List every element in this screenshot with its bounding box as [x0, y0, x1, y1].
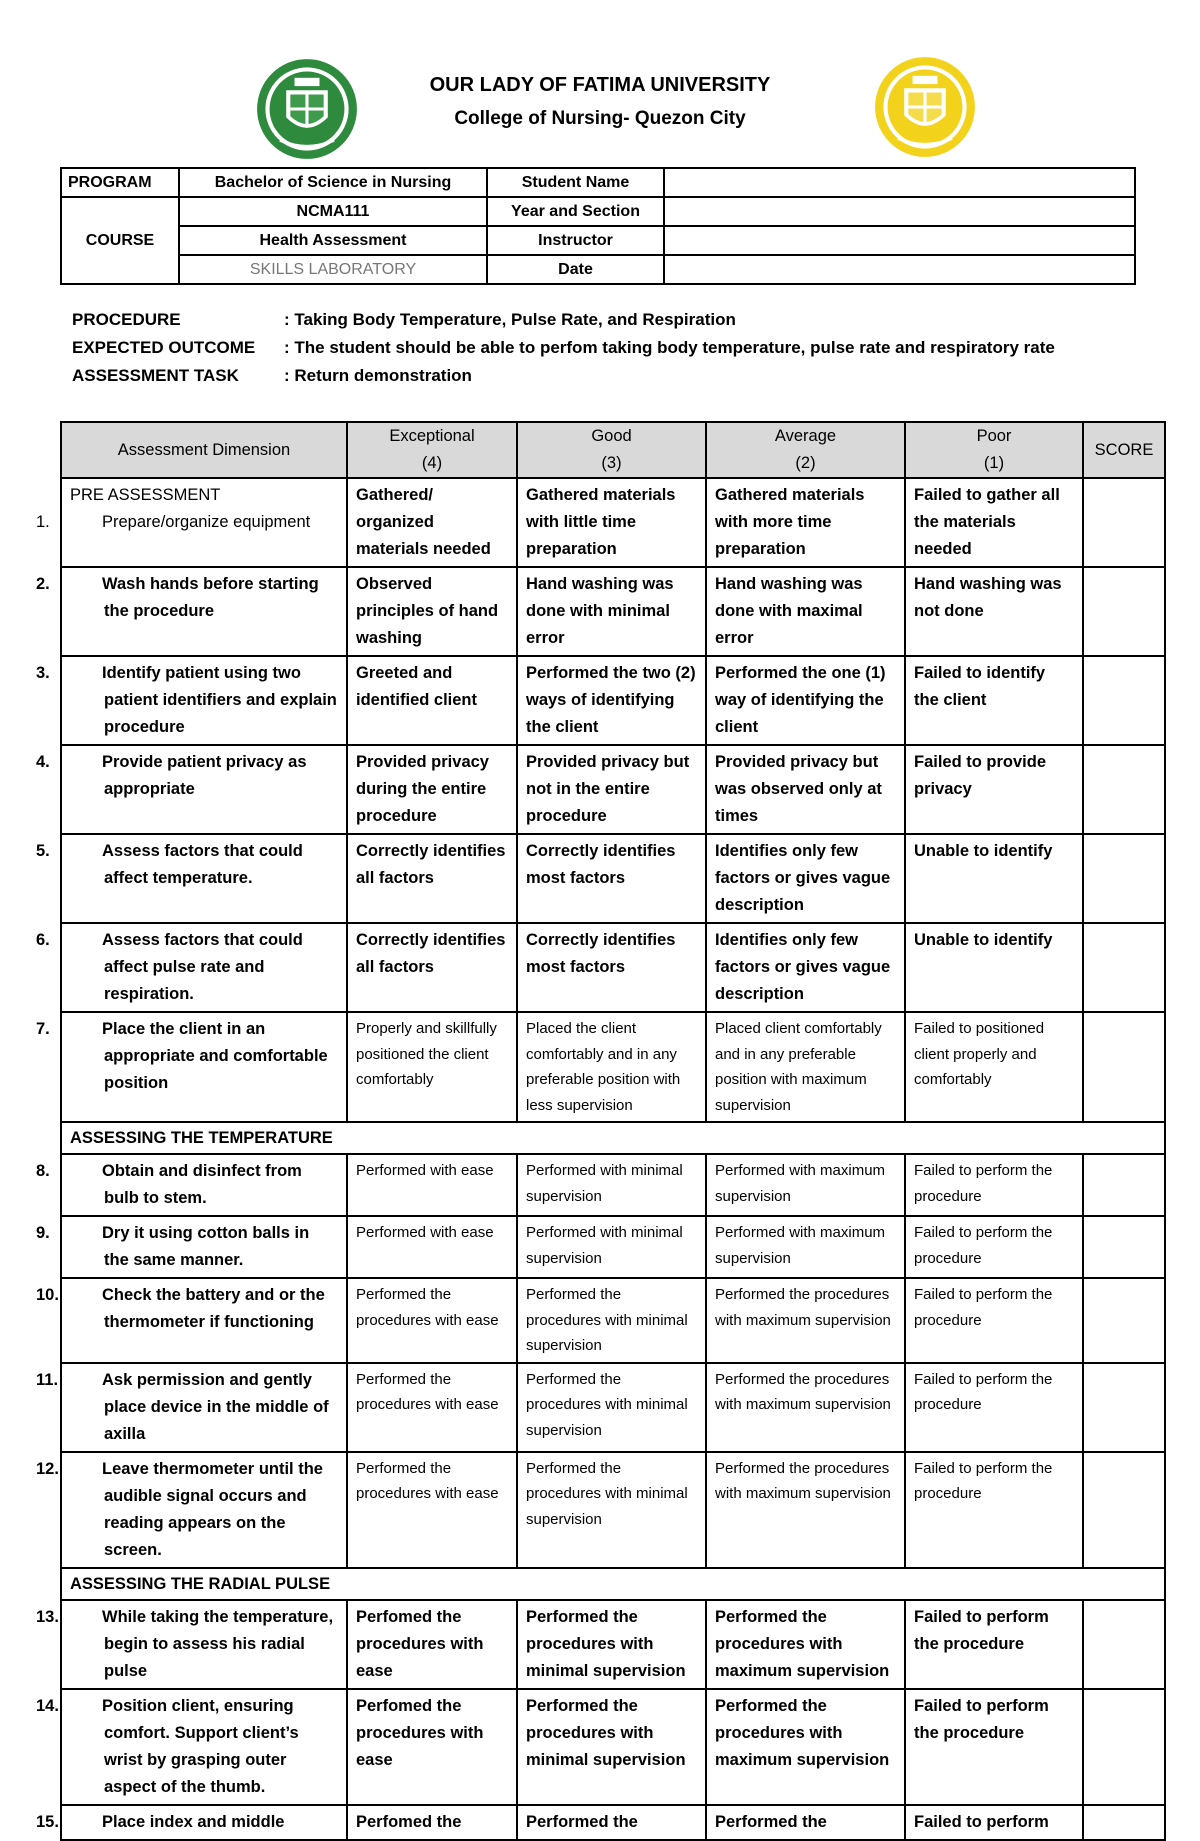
score-cell[interactable] [1083, 1012, 1165, 1122]
item-number: 10. [36, 1286, 59, 1304]
item-number: 13. [36, 1607, 59, 1626]
item-number: 12. [36, 1459, 59, 1478]
header-exceptional: Exceptional (4) [347, 422, 517, 478]
item-text: Place index and middle [102, 1812, 285, 1831]
criterion-good: Placed the client comfortably and in any preferable position with less supervision [517, 1012, 706, 1122]
score-cell[interactable] [1083, 1154, 1165, 1216]
score-cell[interactable] [1083, 1600, 1165, 1689]
criterion-avg: Hand washing was done with maximal error [706, 567, 905, 656]
item-number: 9. [36, 1224, 50, 1242]
item-text: Place the client in an appropriate and comfortable position [102, 1020, 328, 1092]
criterion-ex: Observed principles of hand washing [347, 567, 517, 656]
score-cell[interactable] [1083, 478, 1165, 567]
table-row [61, 1154, 1165, 1216]
item-text: Wash hands before starting the procedure [102, 575, 319, 620]
criterion-avg: Performed the one (1) way of identifying the client [706, 656, 905, 745]
score-cell[interactable] [1083, 1363, 1165, 1452]
criterion-poor: Failed to identify the client [905, 656, 1083, 745]
dimension-text [36, 1809, 338, 1836]
criterion-good: Performed the procedures with minimal supervision [517, 1363, 706, 1452]
table-row [61, 567, 1165, 656]
criterion-good: Performed the procedures with minimal supervision [517, 1452, 706, 1568]
item-text: While taking the temperature, begin to assess his radial pulse [102, 1607, 334, 1680]
item-number: 2. [36, 575, 50, 593]
table-row [61, 1805, 1165, 1840]
item-number: 1. [36, 513, 50, 531]
table-row [61, 1452, 1165, 1568]
instructor-label: Instructor [487, 226, 664, 255]
course-code: NCMA111 [179, 197, 487, 226]
score-cell[interactable] [1083, 1452, 1165, 1568]
criterion-ex: Perfomed the [347, 1805, 517, 1840]
criterion-good: Correctly identifies most factors [517, 923, 706, 1012]
criterion-poor: Failed to provide privacy [905, 745, 1083, 834]
rubric-header-row [61, 422, 1165, 478]
dimension-text [36, 838, 338, 892]
criterion-ex: Performed the procedures with ease [347, 1452, 517, 1568]
criterion-poor: Unable to identify [905, 923, 1083, 1012]
criterion-poor: Failed to perform the procedure [905, 1689, 1083, 1805]
criterion-ex: Correctly identifies all factors [347, 834, 517, 923]
course-name: Health Assessment [179, 226, 487, 255]
section-row [61, 1568, 1165, 1600]
item-number: 4. [36, 753, 50, 771]
score-cell[interactable] [1083, 567, 1165, 656]
dimension-text [36, 509, 338, 536]
score-cell[interactable] [1083, 923, 1165, 1012]
assessment-dimension [36, 1363, 347, 1452]
assessment-dimension [36, 567, 347, 656]
criterion-ex: Correctly identifies all factors [347, 923, 517, 1012]
criterion-avg: Performed the procedures with maximum supervision [706, 1278, 905, 1363]
table-row [61, 1600, 1165, 1689]
criterion-poor: Failed to perform the procedure [905, 1154, 1083, 1216]
criterion-avg: Placed client comfortably and in any preferable position with maximum supervision [706, 1012, 905, 1122]
criterion-avg: Performed the procedures with maximum supervision [706, 1689, 905, 1805]
table-row [61, 656, 1165, 745]
dimension-text [36, 1456, 338, 1564]
dimension-text [36, 1016, 338, 1097]
criterion-poor: Failed to perform the procedure [905, 1278, 1083, 1363]
task-value: : Return demonstration [284, 366, 472, 385]
section-title: ASSESSING THE RADIAL PULSE [61, 1568, 1165, 1600]
program-value: Bachelor of Science in Nursing [179, 168, 487, 197]
program-label: PROGRAM [61, 168, 179, 197]
item-text: Assess factors that could affect pulse rate and respiration. [102, 931, 303, 1003]
course-info-table [60, 167, 1136, 285]
criterion-ex: Performed with ease [347, 1216, 517, 1278]
criterion-good: Performed the procedures with minimal supervision [517, 1278, 706, 1363]
rubric-table [36, 421, 1166, 1841]
student-name-label: Student Name [487, 168, 664, 197]
criterion-ex: Performed the procedures with ease [347, 1278, 517, 1363]
item-text: Provide patient privacy as appropriate [102, 753, 307, 798]
criterion-avg: Performed the [706, 1805, 905, 1840]
procedure-label: PROCEDURE [72, 310, 181, 329]
item-text: Leave thermometer until the audible signal occurs and reading appears on the screen. [102, 1459, 323, 1559]
date-label: Date [487, 255, 664, 284]
score-cell[interactable] [1083, 656, 1165, 745]
assessment-dimension [36, 1216, 347, 1278]
table-row [61, 923, 1165, 1012]
table-row [61, 745, 1165, 834]
criterion-ex: Greeted and identified client [347, 656, 517, 745]
item-text: Check the battery and or the thermometer if functioning [102, 1286, 325, 1331]
criterion-poor: Unable to identify [905, 834, 1083, 923]
criterion-good: Performed with minimal supervision [517, 1216, 706, 1278]
criterion-avg: Performed the procedures with maximum supervision [706, 1363, 905, 1452]
criterion-ex: Provided privacy during the entire procedure [347, 745, 517, 834]
item-number: 3. [36, 664, 50, 682]
score-cell[interactable] [1083, 1216, 1165, 1278]
header-poor: Poor (1) [905, 422, 1083, 478]
item-number: 5. [36, 842, 50, 860]
item-number: 8. [36, 1162, 50, 1180]
assessment-dimension [36, 1012, 347, 1122]
item-text: Obtain and disinfect from bulb to stem. [102, 1162, 302, 1207]
criterion-ex: Properly and skillfully positioned the client comfortably [347, 1012, 517, 1122]
task-label: ASSESSMENT TASK [72, 366, 239, 385]
dimension-text [36, 660, 338, 741]
criterion-poor: Failed to gather all the materials needed [905, 478, 1083, 567]
item-text: Assess factors that could affect temperature. [102, 842, 303, 887]
criterion-avg: Performed the procedures with maximum supervision [706, 1452, 905, 1568]
item-text: Dry it using cotton balls in the same manner. [102, 1224, 310, 1269]
dimension-text [36, 927, 338, 1008]
criterion-ex: Perfomed the procedures with ease [347, 1689, 517, 1805]
criterion-good: Provided privacy but not in the entire procedure [517, 745, 706, 834]
assessment-dimension [36, 478, 347, 567]
criterion-avg: Identifies only few factors or gives vague description [706, 834, 905, 923]
criterion-avg: Provided privacy but was observed only at times [706, 745, 905, 834]
item-text: Prepare/organize equipment [102, 513, 311, 531]
score-cell[interactable] [1083, 834, 1165, 923]
criterion-poor: Failed to perform the procedure [905, 1363, 1083, 1452]
criterion-good: Performed the [517, 1805, 706, 1840]
criterion-avg: Performed the procedures with maximum supervision [706, 1600, 905, 1689]
student-name-field[interactable] [664, 168, 1135, 197]
course-type: SKILLS LABORATORY [179, 255, 487, 284]
criterion-good: Performed the two (2) ways of identifying the client [517, 656, 706, 745]
procedure-details [72, 310, 1055, 394]
criterion-good: Performed the procedures with minimal supervision [517, 1600, 706, 1689]
score-cell[interactable] [1083, 1278, 1165, 1363]
document-header [0, 0, 1200, 165]
section-title: ASSESSING THE TEMPERATURE [61, 1122, 1165, 1154]
criterion-good: Correctly identifies most factors [517, 834, 706, 923]
table-row [61, 1689, 1165, 1805]
procedure-value: : Taking Body Temperature, Pulse Rate, and Respiration [284, 310, 736, 329]
item-number: 7. [36, 1020, 50, 1038]
dimension-text [36, 1282, 338, 1336]
item-text: Position client, ensuring comfort. Support client’s wrist by grasping outer aspect of the thumb. [102, 1696, 299, 1796]
criterion-poor: Hand washing was not done [905, 567, 1083, 656]
header-dimension: Assessment Dimension [61, 422, 347, 478]
score-cell[interactable] [1083, 1689, 1165, 1805]
header-score: SCORE [1083, 422, 1165, 478]
outcome-value: : The student should be able to perfom taking body temperature, pulse rate and respiratory rate [284, 338, 1055, 357]
criterion-avg: Gathered materials with more time preparation [706, 478, 905, 567]
item-text: Ask permission and gently place device in the middle of axilla [102, 1370, 329, 1443]
year-section-field[interactable] [664, 197, 1135, 226]
criterion-ex: Gathered/ organized materials needed [347, 478, 517, 567]
assessment-dimension [36, 1278, 347, 1363]
course-label: COURSE [61, 197, 179, 284]
year-section-label: Year and Section [487, 197, 664, 226]
assessment-dimension [36, 1600, 347, 1689]
date-field[interactable] [664, 255, 1135, 284]
instructor-field[interactable] [664, 226, 1135, 255]
criterion-poor: Failed to positioned client properly and comfortably [905, 1012, 1083, 1122]
dimension-text [36, 1693, 338, 1801]
header-average: Average (2) [706, 422, 905, 478]
criterion-good: Performed the procedures with minimal supervision [517, 1689, 706, 1805]
college-seal-icon [873, 55, 977, 159]
dimension-text [36, 1367, 338, 1448]
assessment-dimension [36, 923, 347, 1012]
criterion-poor: Failed to perform the procedure [905, 1600, 1083, 1689]
criterion-poor: Failed to perform the procedure [905, 1452, 1083, 1568]
table-row [61, 1012, 1165, 1122]
section-row [61, 1122, 1165, 1154]
college-name: College of Nursing- Quezon City [454, 108, 746, 129]
criterion-poor: Failed to perform [905, 1805, 1083, 1840]
dimension-text [36, 1220, 338, 1274]
criterion-good: Hand washing was done with minimal error [517, 567, 706, 656]
criterion-good: Gathered materials with little time preparation [517, 478, 706, 567]
dimension-text [36, 1158, 338, 1212]
criterion-avg: Performed with maximum supervision [706, 1154, 905, 1216]
item-number: 14. [36, 1696, 59, 1715]
assessment-dimension [36, 1452, 347, 1568]
assessment-dimension [36, 656, 347, 745]
criterion-ex: Perfomed the procedures with ease [347, 1600, 517, 1689]
table-row [61, 1278, 1165, 1363]
section-title: PRE ASSESSMENT [70, 486, 221, 504]
table-row [61, 478, 1165, 567]
criterion-ex: Performed the procedures with ease [347, 1363, 517, 1452]
item-number: 11. [36, 1370, 59, 1389]
university-name: OUR LADY OF FATIMA UNIVERSITY [429, 74, 771, 96]
outcome-label: EXPECTED OUTCOME [72, 338, 256, 357]
dimension-text [36, 749, 338, 803]
criterion-avg: Performed with maximum supervision [706, 1216, 905, 1278]
item-text: Identify patient using two patient identifiers and explain procedure [102, 664, 337, 736]
assessment-dimension [36, 834, 347, 923]
item-number: 15. [36, 1812, 59, 1831]
assessment-dimension [36, 745, 347, 834]
assessment-dimension [36, 1689, 347, 1805]
table-row [61, 1216, 1165, 1278]
criterion-ex: Performed with ease [347, 1154, 517, 1216]
table-row [61, 834, 1165, 923]
criterion-good: Performed with minimal supervision [517, 1154, 706, 1216]
criterion-avg: Identifies only few factors or gives vague description [706, 923, 905, 1012]
score-cell[interactable] [1083, 1805, 1165, 1840]
dimension-text [36, 1604, 338, 1685]
assessment-dimension [36, 1805, 347, 1840]
score-cell[interactable] [1083, 745, 1165, 834]
table-row [61, 1363, 1165, 1452]
header-good: Good (3) [517, 422, 706, 478]
dimension-text [36, 571, 338, 625]
assessment-dimension [36, 1154, 347, 1216]
item-number: 6. [36, 931, 50, 949]
criterion-poor: Failed to perform the procedure [905, 1216, 1083, 1278]
